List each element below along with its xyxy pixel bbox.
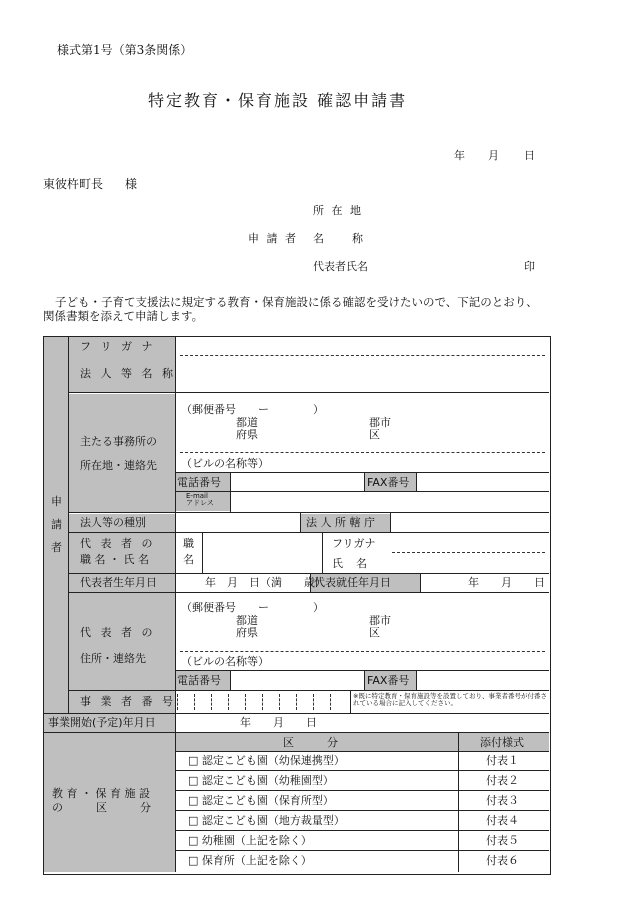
rep-birth-label: 代表者生年月日	[80, 576, 157, 589]
rep-ku: 区	[369, 626, 380, 639]
biz-no-digit-box[interactable]	[194, 694, 195, 710]
rep-name-label-2: 職 名 ・ 氏 名	[80, 553, 149, 566]
applicant-rep-label: 代表者氏名	[313, 260, 368, 273]
page-title: 特定教育・保育施設 確認申請書	[148, 91, 408, 110]
facility-attach: 付表４	[486, 814, 519, 827]
rep-mei: 名	[183, 553, 194, 566]
rep-mei2: 名	[356, 557, 367, 570]
facility-option[interactable]: □ 認定こども園（幼保連携型）	[188, 754, 345, 767]
rep-postal: （郵便番号 ー ）	[181, 601, 324, 614]
rep-addr-label-1: 代 表 者 の	[80, 626, 156, 639]
facility-option[interactable]: □ 認定こども園（地方裁量型）	[188, 814, 345, 827]
facility-attach: 付表５	[486, 834, 519, 847]
rep-birth-value: 年 月 日（満 歳）	[205, 576, 326, 589]
rep-todo: 都道	[236, 614, 258, 627]
recipient-suffix: 様	[125, 177, 138, 191]
date-day: 日	[524, 149, 535, 162]
facility-label-2: の 区 分	[52, 801, 151, 814]
office-ku: 区	[369, 428, 380, 441]
rep-start-label: 代表就任年月日	[314, 576, 391, 589]
office-phone-label: 電話番号	[177, 476, 221, 489]
office-email-label: E-mail アドレス	[186, 492, 214, 508]
intro-text: 子ども・子育て支援法に規定する教育・保育施設に係る確認を受けたいので、下記のとおり、関係書類を添えて申請します。	[43, 295, 538, 323]
rep-start-value: 年 月 日	[468, 576, 545, 589]
biz-no-digit-box[interactable]	[177, 694, 178, 710]
rep-fax-label: FAX番号	[367, 674, 410, 687]
biz-no-digit-box[interactable]	[330, 694, 331, 710]
recipient: 東彼杵町長	[43, 177, 104, 191]
office-todo: 都道	[236, 416, 258, 429]
rep-fuken: 府県	[236, 626, 258, 639]
applicant-name-label: 名 称	[313, 232, 365, 245]
office-fax-label: FAX番号	[367, 476, 410, 489]
date-month: 月	[488, 149, 499, 162]
office-label-1: 主たる事務所の	[80, 435, 157, 448]
biz-no-boxes[interactable]	[177, 692, 349, 712]
date-year: 年	[454, 149, 465, 162]
corp-name-label: 法 人 等 名 称	[80, 367, 176, 380]
office-postal: （郵便番号 ー ）	[181, 403, 324, 416]
rep-shi: 氏	[332, 557, 343, 570]
biz-no-digit-box[interactable]	[313, 694, 314, 710]
attach-header: 添付様式	[480, 736, 524, 749]
biz-no-label: 事 業 者 番 号	[80, 695, 176, 708]
biz-no-digit-box[interactable]	[211, 694, 212, 710]
rep-shoku: 職	[183, 537, 194, 550]
facility-option[interactable]: □ 幼稚園（上記を除く）	[188, 834, 312, 847]
biz-no-digit-box[interactable]	[279, 694, 280, 710]
office-label-2: 所在地・連絡先	[80, 459, 157, 472]
office-fuken: 府県	[236, 428, 258, 441]
biz-no-digit-box[interactable]	[245, 694, 246, 710]
office-building: （ビルの名称等）	[181, 457, 269, 470]
office-gunshi: 郡市	[369, 416, 391, 429]
biz-no-digit-box[interactable]	[296, 694, 297, 710]
start-date-label: 事業開始(予定)年月日	[48, 716, 156, 729]
facility-label-1: 教 育 ・ 保 育 施 設	[52, 787, 150, 800]
corp-office-label: 法 人 所 轄 庁	[306, 516, 375, 529]
facility-attach: 付表２	[486, 774, 519, 787]
seal-mark: 印	[524, 260, 535, 273]
rep-phone-label: 電話番号	[177, 674, 221, 687]
facility-attach: 付表６	[486, 854, 519, 867]
facility-attach: 付表３	[486, 794, 519, 807]
applicant-label: 申 請 者	[248, 232, 298, 245]
side-label-3: 者	[51, 541, 62, 554]
start-date-value: 年 月 日	[240, 716, 317, 729]
rep-name-label-1: 代 表 者 の	[80, 537, 156, 550]
form-number: 様式第1号（第3条関係）	[57, 43, 193, 57]
applicant-address-label: 所 在 地	[313, 204, 363, 217]
biz-no-digit-box[interactable]	[228, 694, 229, 710]
rep-addr-label-2: 住所・連絡先	[80, 652, 146, 665]
biz-no-note: ※既に特定教育・保育施設等を設置しており、事業者番号が付番されている場合に記入してください。	[353, 692, 547, 707]
facility-option[interactable]: □ 認定こども園（幼稚園型）	[188, 774, 334, 787]
facility-option[interactable]: □ 保育所（上記を除く）	[188, 854, 312, 867]
rep-building: （ビルの名称等）	[181, 655, 269, 668]
side-label-1: 申	[51, 495, 62, 508]
facility-attach: 付表１	[486, 754, 519, 767]
rep-gunshi: 郡市	[369, 614, 391, 627]
furigana-label: フ リ ガ ナ	[80, 340, 156, 353]
facility-option[interactable]: □ 認定こども園（保育所型）	[188, 794, 334, 807]
corp-type-label: 法人等の種別	[80, 516, 146, 529]
rep-furigana: フリガナ	[332, 537, 376, 550]
kubun-header: 区 分	[283, 736, 338, 749]
biz-no-digit-box[interactable]	[262, 694, 263, 710]
side-label-2: 請	[51, 518, 62, 531]
